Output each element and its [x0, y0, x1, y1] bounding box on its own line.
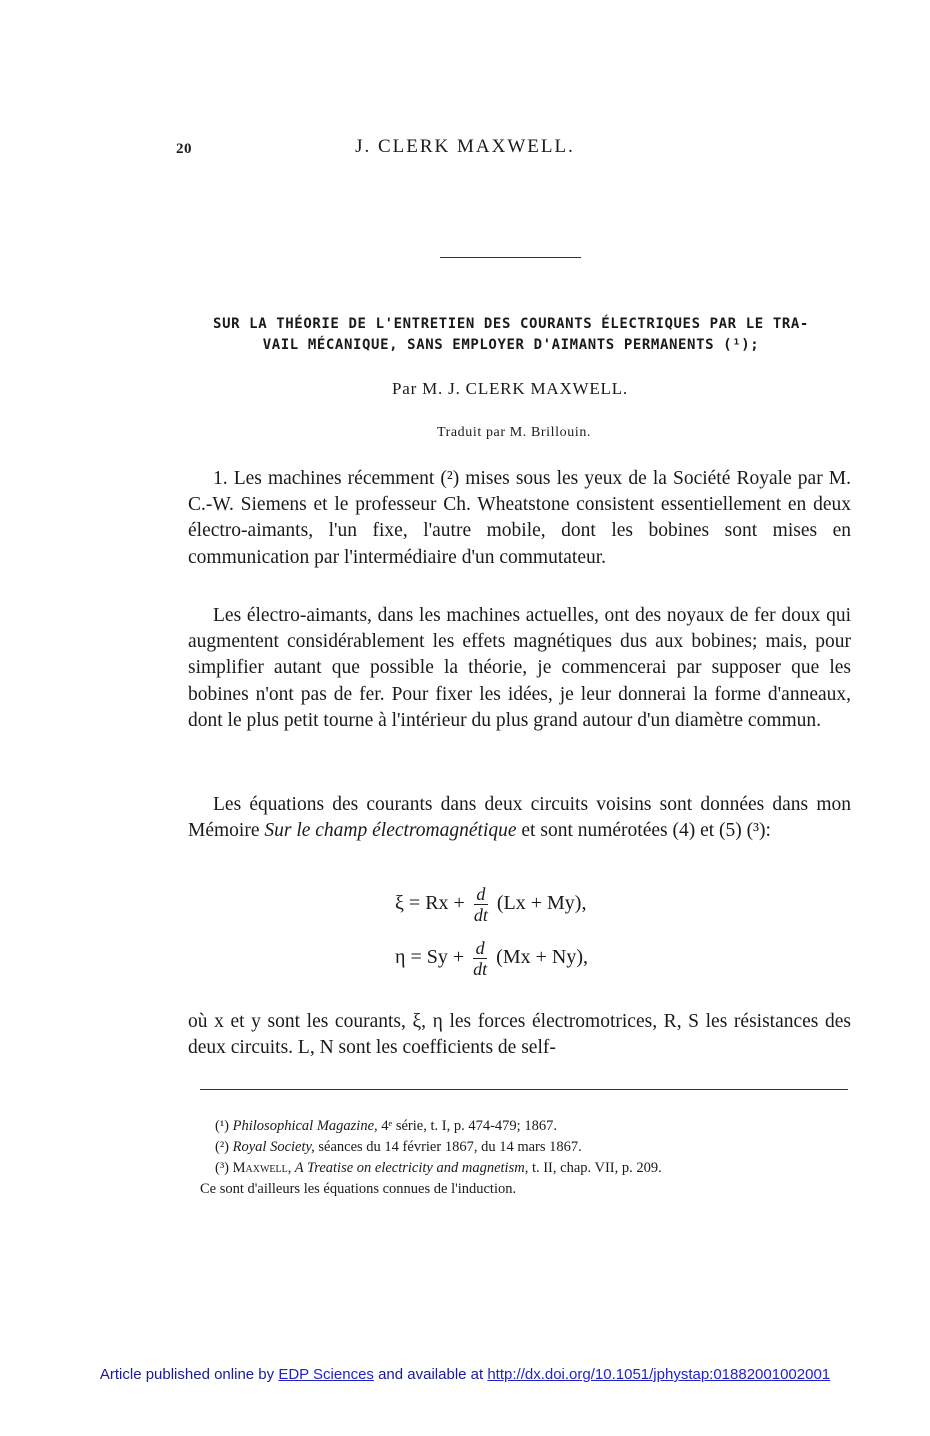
- footnote-1: [215, 1116, 557, 1137]
- footnote-1-journal: Philosophical Magazine,: [232, 1118, 378, 1134]
- footnote-1-mark: (¹): [215, 1118, 233, 1134]
- title-line-1: SUR LA THÉORIE DE L'ENTRETIEN DES COURANTS ÉLECTRIQUES PAR LE TRA-: [213, 316, 809, 332]
- page-number: 20: [176, 141, 192, 157]
- derivative-fraction: [473, 938, 487, 979]
- paragraph-2: [188, 603, 851, 734]
- equation-2-left: η = Sy +: [395, 946, 470, 969]
- fraction-numerator: d: [476, 884, 486, 904]
- equation-1-left: ξ = Rx +: [395, 892, 470, 915]
- equation-2-right: (Mx + Ny),: [491, 946, 588, 969]
- footnote-2-society: Royal Society,: [232, 1139, 315, 1155]
- paragraph-1-text: 1. Les machines récemment (²) mises sous les yeux de la Société Royale par M. C.-W. Siemens et le professeur Ch. Wheatstone consistent essentiellement en deux électro-aimants, l'un fixe, l'autre mobile, dont les bobines sont mises en communication par l'intermédiaire d'un commutateur.: [188, 468, 851, 568]
- footnote-3-continuation: Ce sont d'ailleurs les équations connues de l'induction.: [200, 1181, 517, 1197]
- running-head: J. CLERK MAXWELL.: [355, 136, 575, 157]
- paragraph-3-part-b: et sont numérotées (4) et (5) (³):: [516, 820, 771, 842]
- footnote-2-ref: séances du 14 février 1867, du 14 mars 1867.: [314, 1139, 582, 1155]
- footnote-3-author: Maxwell,: [232, 1160, 292, 1176]
- author-line: Par M. J. CLERK MAXWELL.: [392, 379, 628, 398]
- fraction-denominator: dt: [473, 905, 488, 925]
- publisher-link[interactable]: EDP Sciences: [278, 1366, 374, 1383]
- footer-prefix: Article published online by: [99, 1366, 279, 1383]
- paragraph-2-text: Les électro-aimants, dans les machines actuelles, ont des noyaux de fer doux qui augmentent considérablement les effets magnétiques dus aux bobines; mais, pour simplifier autant que possible la théorie, je commencerai par supposer que les bobines n'ont pas de fer. Pour fixer les idées, je leur donnerai la forme d'anneaux, dont le plus petit tourne à l'intérieur du plus grand autour d'un diamètre commun.: [188, 605, 851, 731]
- memoir-title: Sur le champ électromagnétique: [264, 820, 517, 842]
- paragraph-3-text: [188, 792, 851, 844]
- translator-line: Traduit par M. Brillouin.: [436, 425, 592, 440]
- fraction-denominator: dt: [473, 959, 488, 979]
- equation-2: [395, 938, 588, 979]
- footnote-2: [215, 1137, 582, 1158]
- derivative-fraction: [474, 884, 488, 925]
- footnote-3-mark: (³): [215, 1160, 233, 1176]
- paragraph-3-part-a: Les équations des courants dans deux circuits voisins sont données dans mon Mémoire: [188, 794, 851, 842]
- paragraph-4: où x et y sont les courants, ξ, η les forces électromotrices, R, S les résistances des deux circuits. L, N sont les coefficients de self-: [188, 1011, 851, 1059]
- fraction-numerator: d: [475, 938, 485, 958]
- equation-1-right: (Lx + My),: [491, 892, 587, 915]
- footnote-1-ref: 4ᵉ série, t. I, p. 474-479; 1867.: [377, 1118, 557, 1134]
- footnote-separator: [200, 1089, 848, 1090]
- paragraph-1: [188, 466, 851, 571]
- title-line-2: VAIL MÉCANIQUE, SANS EMPLOYER D'AIMANTS PERMANENTS (¹);: [262, 337, 760, 353]
- equation-1: [395, 884, 586, 925]
- article-title: [176, 314, 846, 356]
- footnote-3-book: A Treatise on electricity and magnetism,: [291, 1160, 529, 1176]
- paragraph-3: [188, 792, 851, 844]
- publication-footer: [0, 1366, 930, 1383]
- title-separator: [440, 257, 581, 258]
- footnote-3: [215, 1158, 662, 1179]
- footer-middle: and available at: [373, 1366, 488, 1383]
- footnote-2-mark: (²): [215, 1139, 233, 1155]
- footnote-3-ref: t. II, chap. VII, p. 209.: [528, 1160, 662, 1176]
- doi-link[interactable]: http://dx.doi.org/10.1051/jphystap:01882001002001: [487, 1366, 831, 1383]
